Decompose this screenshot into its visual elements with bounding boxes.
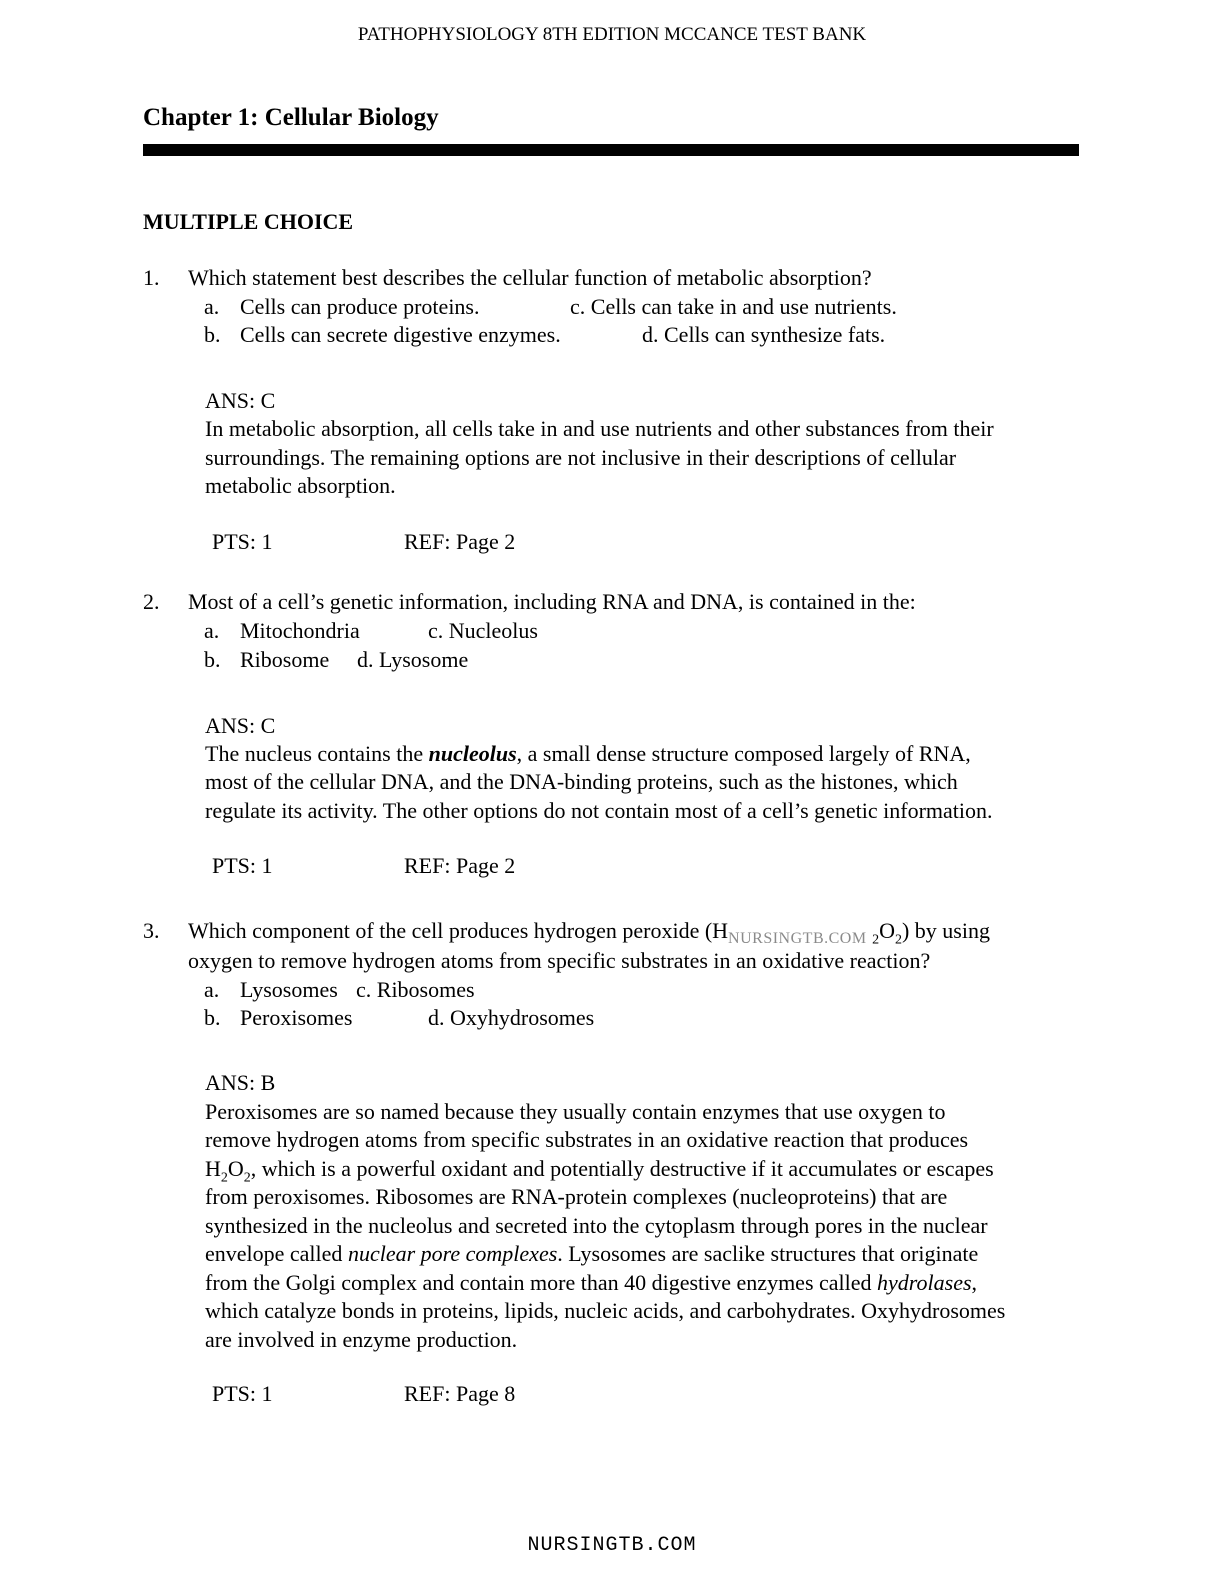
option-d: d. Oxyhydrosomes <box>428 1005 595 1030</box>
rationale-text: from the Golgi complex and contain more than 40 digestive enzymes called <box>205 1270 878 1295</box>
rationale-line: In metabolic absorption, all cells take in and use nutrients and other substances from their <box>205 416 994 441</box>
points: PTS: 1 <box>212 1381 273 1406</box>
rationale-line <box>205 740 971 768</box>
option-c: c. Ribosomes <box>356 977 475 1002</box>
rationale-text: H <box>205 1156 221 1181</box>
page-reference: REF: Page 2 <box>404 853 516 878</box>
answer-key: ANS: C <box>205 388 276 413</box>
watermark-text: NURSINGTB.COM <box>728 930 867 947</box>
question-stem: Most of a cell’s genetic information, including RNA and DNA, is contained in the: <box>188 589 916 614</box>
question-number: 3. <box>143 918 160 943</box>
rationale-line: surroundings. The remaining options are not inclusive in their descriptions of cellular <box>205 445 957 470</box>
rationale-text: , <box>971 1270 978 1295</box>
option-b: Ribosome <box>240 647 330 672</box>
rationale-text: , a small dense structure composed largely of RNA, <box>516 741 971 766</box>
rationale-line <box>205 1155 994 1186</box>
rationale-line <box>205 1240 978 1268</box>
page-reference: REF: Page 2 <box>404 529 516 554</box>
option-b: Cells can secrete digestive enzymes. <box>240 322 561 347</box>
rationale-line: remove hydrogen atoms from specific substrates in an oxidative reaction that produces <box>205 1127 969 1152</box>
option-c: c. Nucleolus <box>428 618 538 643</box>
option-d: d. Cells can synthesize fats. <box>642 322 886 347</box>
running-header: PATHOPHYSIOLOGY 8TH EDITION MCCANCE TEST BANK <box>357 24 867 45</box>
rationale-text: envelope called <box>205 1241 348 1266</box>
question-stem-line: oxygen to remove hydrogen atoms from specific substrates in an oxidative reaction? <box>188 948 931 973</box>
section-title: MULTIPLE CHOICE <box>143 209 354 234</box>
rationale-line: which catalyze bonds in proteins, lipids, nucleic acids, and carbohydrates. Oxyhydrosomes <box>205 1298 1006 1323</box>
rationale-line: are involved in enzyme production. <box>205 1327 518 1352</box>
rationale-line: regulate its activity. The other options do not contain most of a cell’s genetic information. <box>205 798 993 823</box>
title-divider <box>143 144 1079 156</box>
subscript: 2 <box>243 1170 251 1186</box>
rationale-line <box>205 1269 977 1297</box>
rationale-line: most of the cellular DNA, and the DNA-binding proteins, such as the histones, which <box>205 769 958 794</box>
emphasis-term: nucleolus <box>428 741 517 766</box>
option-b-letter: b. <box>204 1005 221 1030</box>
subscript: 2 <box>220 1170 228 1186</box>
option-a: Cells can produce proteins. <box>240 294 480 319</box>
option-b-letter: b. <box>204 647 221 672</box>
subscript: 2 <box>894 932 902 948</box>
points: PTS: 1 <box>212 853 273 878</box>
rationale-line: from peroxisomes. Ribosomes are RNA-protein complexes (nucleoproteins) that are <box>205 1184 948 1209</box>
option-a: Lysosomes <box>240 977 338 1002</box>
answer-key: ANS: C <box>205 713 276 738</box>
question-number: 1. <box>143 265 160 290</box>
stem-text: ) by using <box>901 918 990 943</box>
page-reference: REF: Page 8 <box>404 1381 516 1406</box>
answer-key: ANS: B <box>205 1070 276 1095</box>
rationale-text: , which is a powerful oxidant and potentially destructive if it accumulates or escapes <box>250 1156 994 1181</box>
option-a-letter: a. <box>204 618 220 643</box>
emphasis-term: hydrolases <box>877 1270 972 1295</box>
question-stem: Which statement best describes the cellular function of metabolic absorption? <box>188 265 872 290</box>
option-d: d. Lysosome <box>357 647 469 672</box>
option-c: c. Cells can take in and use nutrients. <box>570 294 897 319</box>
emphasis-term: nuclear pore complexes <box>347 1241 558 1266</box>
question-number: 2. <box>143 589 160 614</box>
points: PTS: 1 <box>212 529 273 554</box>
rationale-line: metabolic absorption. <box>205 473 396 498</box>
option-b: Peroxisomes <box>240 1005 353 1030</box>
rationale-text: . Lysosomes are saclike structures that originate <box>557 1241 979 1266</box>
option-b-letter: b. <box>204 322 221 347</box>
rationale-line: synthesized in the nucleolus and secreted into the cytoplasm through pores in the nuclear <box>205 1213 988 1238</box>
option-a: Mitochondria <box>240 618 360 643</box>
option-a-letter: a. <box>204 977 220 1002</box>
chapter-title: Chapter 1: Cellular Biology <box>143 104 439 131</box>
stem-text: Which component of the cell produces hydrogen peroxide (H <box>188 918 729 943</box>
page-footer: NURSINGTB.COM <box>527 1534 697 1557</box>
subscript: 2 <box>872 932 880 948</box>
rationale-line: Peroxisomes are so named because they usually contain enzymes that use oxygen to <box>205 1099 946 1124</box>
option-a-letter: a. <box>204 294 220 319</box>
rationale-text: O <box>227 1156 244 1181</box>
rationale-text: The nucleus contains the <box>205 741 429 766</box>
stem-text: O <box>879 918 895 943</box>
